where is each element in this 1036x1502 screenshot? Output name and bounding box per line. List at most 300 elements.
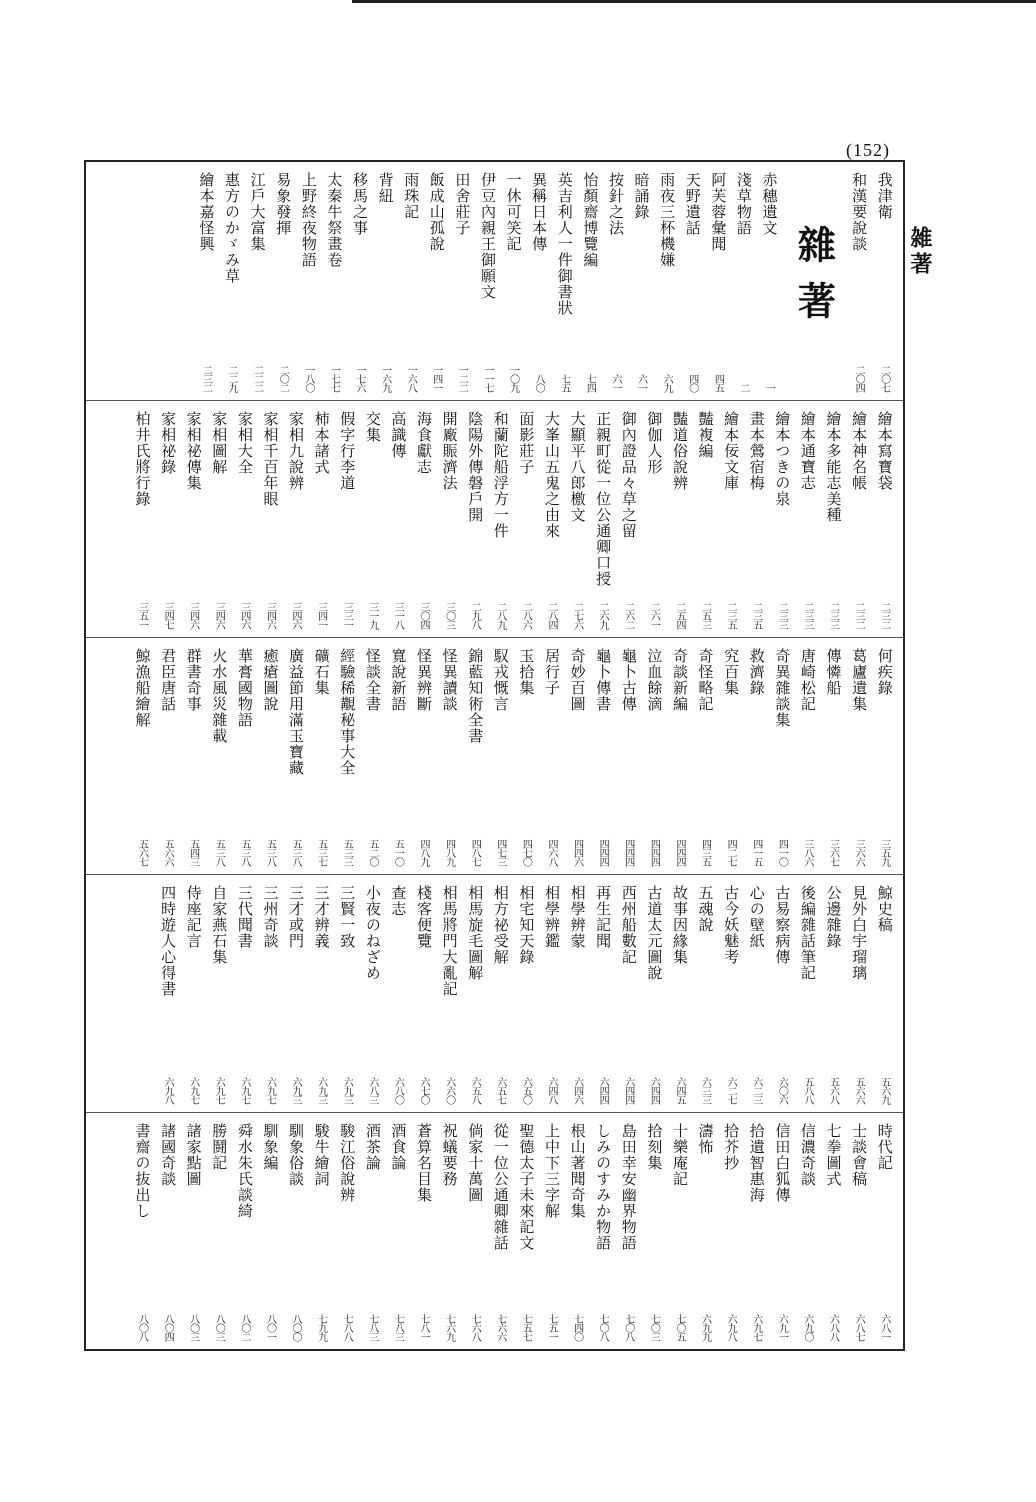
index-entry xyxy=(385,401,411,637)
entry-title: 畫本鶯宿梅 xyxy=(747,411,766,491)
entry-title: 御內證品々草之留 xyxy=(619,411,638,539)
entry-title: 繪本嘉怪興 xyxy=(197,172,216,252)
entry-page-number: 四七三 xyxy=(494,839,506,866)
entry-page-number: 六一 xyxy=(609,374,621,392)
entry-title: 後編雜話筆記 xyxy=(798,885,817,981)
entry-page-number: 五六七 xyxy=(136,839,148,866)
entry-page-number: 六九三 xyxy=(341,1077,353,1104)
entry-page-number: 六九七 xyxy=(213,1077,225,1104)
entry-title: 鯨漁船繪解 xyxy=(133,648,152,728)
entry-page-number: 七六九 xyxy=(443,1314,455,1341)
entry-page-number: 二三三 xyxy=(801,602,813,629)
entry-title: しみのすみか物語 xyxy=(594,1123,613,1251)
index-entry xyxy=(564,1113,590,1349)
index-entry xyxy=(411,638,437,874)
entry-page-number: 六八三 xyxy=(366,1077,378,1104)
entry-page-number: 八〇〇 xyxy=(290,1314,302,1341)
entry-title: 居行子 xyxy=(542,648,561,696)
index-entry xyxy=(180,638,206,874)
index-entry xyxy=(846,401,872,637)
entry-page-number: 四八七 xyxy=(469,839,481,866)
entry-title: 繪本多能志美種 xyxy=(824,411,843,523)
index-entry xyxy=(795,875,821,1112)
entry-title: 泣血餘滴 xyxy=(645,648,664,712)
index-entry xyxy=(718,401,744,637)
index-entry xyxy=(871,638,897,874)
entry-title: 馴象俗談 xyxy=(287,1123,306,1187)
entry-title: 五魂說 xyxy=(696,885,715,933)
entry-title: 天野遺話 xyxy=(683,172,702,236)
entry-page-number: 二七六 xyxy=(571,602,583,629)
index-entry xyxy=(283,638,309,874)
entry-title: 大顯平八郎檄文 xyxy=(568,411,587,523)
entry-title: 葛廬遺集 xyxy=(850,648,869,712)
index-tier-5 xyxy=(86,1112,903,1349)
entry-page-number: 二〇二 xyxy=(277,365,289,392)
entry-title: 火水風災雜載 xyxy=(210,648,229,744)
index-entry xyxy=(513,638,539,874)
entry-title: 棧客便覽 xyxy=(415,885,434,949)
entry-title: 信濃奇談 xyxy=(798,1123,817,1187)
index-entry xyxy=(795,1113,821,1349)
index-entry xyxy=(283,1113,309,1349)
entry-page-number: 二三二 xyxy=(853,602,865,629)
entry-title: 傳憐船 xyxy=(824,648,843,696)
entry-title: 酒食論 xyxy=(389,1123,408,1171)
entry-page-number: 六九八 xyxy=(162,1077,174,1104)
index-entry xyxy=(488,401,514,637)
entry-title: 家相九說辨 xyxy=(287,411,306,491)
index-entry xyxy=(436,638,462,874)
entry-page-number: 六八一 xyxy=(878,1314,890,1341)
entry-page-number: 四四四 xyxy=(597,839,609,866)
entry-title: 廣益節用滿玉寶藏 xyxy=(287,648,306,776)
index-entry xyxy=(257,875,283,1112)
entry-page-number: 一四一 xyxy=(430,365,442,392)
entry-page-number: 二五三 xyxy=(699,602,711,629)
entry-title: 諸國奇談 xyxy=(159,1123,178,1187)
index-entry xyxy=(820,638,846,874)
index-entry xyxy=(500,162,526,400)
entry-title: 龜卜古傳 xyxy=(619,648,638,712)
entry-page-number: 四三五 xyxy=(699,839,711,866)
index-entry xyxy=(411,875,437,1112)
entry-title: 陰陽外傳磐戶開 xyxy=(466,411,485,523)
entry-title: 三才辨義 xyxy=(312,885,331,949)
index-entry xyxy=(692,401,718,637)
entry-title: 從一位公通卿雜話 xyxy=(491,1123,510,1251)
index-entry xyxy=(436,1113,462,1349)
entry-page-number: 二二二 xyxy=(251,365,263,392)
entry-page-number: 五二〇 xyxy=(366,839,378,866)
index-entry xyxy=(667,401,693,637)
entry-page-number: 四八九 xyxy=(418,839,430,866)
index-entry xyxy=(769,875,795,1112)
entry-page-number: 六二三 xyxy=(750,1077,762,1104)
entry-page-number: 二八六 xyxy=(520,602,532,629)
entry-page-number: 四六八 xyxy=(545,839,557,866)
index-entry xyxy=(539,1113,565,1349)
entry-title: 礦石集 xyxy=(312,648,331,696)
index-entry xyxy=(360,638,386,874)
index-tier-3 xyxy=(86,637,903,874)
entry-page-number: 三四一 xyxy=(315,602,327,629)
entry-title: 一休可笑記 xyxy=(504,172,523,252)
index-entry xyxy=(846,162,872,400)
entry-title: 三才或門 xyxy=(287,885,306,949)
entry-page-number: 二三五 xyxy=(750,602,762,629)
entry-title: 小夜のねざめ xyxy=(363,885,382,981)
index-entry xyxy=(283,401,309,637)
entry-title: 蒼算名目集 xyxy=(415,1123,434,1203)
entry-page-number: 四一五 xyxy=(750,839,762,866)
entry-title: 怡顏齋博覽編 xyxy=(581,172,600,268)
entry-title: 家相大全 xyxy=(235,411,254,475)
entry-page-number: 二九八 xyxy=(469,602,481,629)
entry-page-number: 七四 xyxy=(584,374,596,392)
entry-title: 經驗稀覯秘事大全 xyxy=(338,648,357,776)
index-entry xyxy=(257,401,283,637)
entry-title: 癒瘡圖說 xyxy=(261,648,280,712)
entry-title: 奇異雜談集 xyxy=(773,648,792,728)
entry-page-number: 八〇三 xyxy=(213,1314,225,1341)
entry-title: 家相祕傳集 xyxy=(184,411,203,491)
entry-page-number: 三三一 xyxy=(341,602,353,629)
entry-page-number: 五八八 xyxy=(801,1077,813,1104)
index-entry xyxy=(488,875,514,1112)
index-entry xyxy=(795,638,821,874)
index-entry xyxy=(360,875,386,1112)
entry-page-number: 五六六 xyxy=(162,839,174,866)
index-entry xyxy=(308,875,334,1112)
index-entry xyxy=(743,401,769,637)
entry-page-number: 七八八 xyxy=(341,1314,353,1341)
entry-page-number: 六四四 xyxy=(597,1077,609,1104)
entry-title: 諸家點圖 xyxy=(184,1123,203,1187)
entry-page-number: 三四六 xyxy=(238,602,250,629)
entry-page-number: 七八一 xyxy=(418,1314,430,1341)
index-entry xyxy=(257,1113,283,1349)
entry-title: 上中下三字解 xyxy=(542,1123,561,1219)
index-entry xyxy=(513,1113,539,1349)
entry-title: 繪本寫寶袋 xyxy=(875,411,894,491)
index-entry xyxy=(206,401,232,637)
entry-page-number: 六九〇 xyxy=(801,1314,813,1341)
index-entry xyxy=(743,1113,769,1349)
entry-title: 何疾錄 xyxy=(875,648,894,696)
entry-title: 拾芥抄 xyxy=(722,1123,741,1171)
index-entry xyxy=(385,875,411,1112)
entry-page-number: 二六一 xyxy=(648,602,660,629)
entry-title: 奇妙百圖 xyxy=(568,648,587,712)
entry-title: 相馬旋毛圖解 xyxy=(466,885,485,981)
index-entry xyxy=(846,638,872,874)
index-entry xyxy=(577,162,603,400)
index-entry xyxy=(488,638,514,874)
entry-page-number: 七四〇 xyxy=(571,1314,583,1341)
index-entry xyxy=(308,1113,334,1349)
running-header: 雑著 xyxy=(907,226,933,278)
index-entry xyxy=(308,401,334,637)
index-entry xyxy=(180,875,206,1112)
entry-page-number: 五三八 xyxy=(290,839,302,866)
entry-page-number: 一二二 xyxy=(456,365,468,392)
index-entry xyxy=(334,638,360,874)
entry-page-number: 二六九 xyxy=(597,602,609,629)
index-entry xyxy=(360,1113,386,1349)
index-entry xyxy=(871,875,897,1112)
entry-title: 三州奇談 xyxy=(261,885,280,949)
index-tier-4 xyxy=(86,874,903,1112)
entry-title: 背紐 xyxy=(376,172,395,204)
entry-page-number: 二三三 xyxy=(827,602,839,629)
entry-title: 古今妖魅考 xyxy=(722,885,741,965)
index-entry xyxy=(360,401,386,637)
entry-title: 田舍莊子 xyxy=(453,172,472,236)
index-entry xyxy=(129,638,155,874)
index-entry xyxy=(564,875,590,1112)
entry-title: 飯成山孤說 xyxy=(427,172,446,252)
index-entry xyxy=(155,638,181,874)
entry-title: 家相千百年眼 xyxy=(261,411,280,507)
index-entry xyxy=(769,401,795,637)
entry-title: 繪本佞文庫 xyxy=(722,411,741,491)
index-entry xyxy=(692,638,718,874)
index-entry xyxy=(641,875,667,1112)
entry-page-number: 八〇一 xyxy=(264,1314,276,1341)
entry-title: 柏井氏將行錄 xyxy=(133,411,152,507)
index-entry xyxy=(385,638,411,874)
entry-page-number: 三四六 xyxy=(264,602,276,629)
entry-page-number: 八〇 xyxy=(533,374,545,392)
entry-title: 怪談全書 xyxy=(363,648,382,712)
entry-page-number: 三八六 xyxy=(801,839,813,866)
index-entry xyxy=(129,1113,155,1349)
index-entry xyxy=(718,875,744,1112)
index-entry xyxy=(193,162,219,400)
index-entry xyxy=(334,401,360,637)
entry-title: 究百集 xyxy=(722,648,741,696)
page-number: (152) xyxy=(846,140,890,160)
entry-title: 異稱日本傳 xyxy=(530,172,549,252)
entry-page-number: 四五 xyxy=(712,374,724,392)
entry-page-number: 七〇三 xyxy=(648,1314,660,1341)
index-entry xyxy=(321,162,347,400)
entry-title: 雨珠記 xyxy=(402,172,421,220)
entry-title: 寬說新語 xyxy=(389,648,408,712)
entry-page-number: 八〇二 xyxy=(238,1314,250,1341)
entry-page-number: 四八九 xyxy=(443,839,455,866)
entry-title: 按針之法 xyxy=(606,172,625,236)
entry-page-number: 一六八 xyxy=(405,365,417,392)
entry-title: 士談會稿 xyxy=(850,1123,869,1187)
entry-title: 怪異辨斷 xyxy=(415,648,434,712)
entry-page-number: 六九七 xyxy=(750,1314,762,1341)
entry-title: 古易察病傳 xyxy=(773,885,792,965)
index-entry xyxy=(615,1113,641,1349)
entry-page-number: 六九七 xyxy=(264,1077,276,1104)
index-entry xyxy=(206,1113,232,1349)
index-entry xyxy=(270,162,296,400)
index-entry xyxy=(129,401,155,637)
entry-page-number: 七〇八 xyxy=(597,1314,609,1341)
entry-page-number: 七六六 xyxy=(494,1314,506,1341)
entry-title: 倘家十萬圖 xyxy=(466,1123,485,1203)
entry-title: 雨夜三杯機嫌 xyxy=(658,172,677,268)
entry-title: 柿本諸式 xyxy=(312,411,331,475)
index-entry xyxy=(820,1113,846,1349)
entry-title: 龜卜傳書 xyxy=(594,648,613,712)
entry-title: 家相祕錄 xyxy=(159,411,178,475)
index-entry xyxy=(603,162,629,400)
entry-page-number: 二 xyxy=(737,383,749,392)
entry-page-number: 六五八 xyxy=(469,1077,481,1104)
index-entry xyxy=(526,162,552,400)
index-entry xyxy=(308,638,334,874)
index-entry xyxy=(539,401,565,637)
entry-page-number: 一 xyxy=(763,383,775,392)
entry-title: 聖德太子未來記文 xyxy=(517,1123,536,1251)
entry-page-number: 六六〇 xyxy=(443,1077,455,1104)
index-entry xyxy=(398,162,424,400)
entry-page-number: 二八四 xyxy=(545,602,557,629)
entry-title: 酒茶論 xyxy=(363,1123,382,1171)
entry-title: 拾遺智惠海 xyxy=(747,1123,766,1203)
index-entry xyxy=(244,162,270,400)
index-entry xyxy=(283,875,309,1112)
entry-title: 古道太元圖說 xyxy=(645,885,664,981)
entry-page-number: 二〇四 xyxy=(853,365,865,392)
entry-title: 繪本神名帳 xyxy=(850,411,869,491)
index-entry xyxy=(180,1113,206,1349)
index-entry xyxy=(654,162,680,400)
entry-title: 繪本通寶志 xyxy=(798,411,817,491)
entry-page-number: 七五 xyxy=(558,374,570,392)
entry-title: 上野終夜物語 xyxy=(299,172,318,268)
index-entry xyxy=(590,1113,616,1349)
entry-page-number: 八〇八 xyxy=(136,1314,148,1341)
index-entry xyxy=(372,162,398,400)
entry-title: 三賢一致 xyxy=(338,885,357,949)
index-entry xyxy=(411,401,437,637)
index-entry xyxy=(232,638,258,874)
index-entry xyxy=(871,162,897,400)
entry-page-number: 六九八 xyxy=(725,1314,737,1341)
index-entry xyxy=(155,875,181,1112)
entry-title: 豔複編 xyxy=(696,411,715,459)
index-entry xyxy=(718,638,744,874)
entry-page-number: 六一 xyxy=(635,374,647,392)
index-entry xyxy=(539,875,565,1112)
entry-page-number: 五三三 xyxy=(341,839,353,866)
entry-title: 心の壁紙 xyxy=(747,885,766,949)
entry-page-number: 三四七 xyxy=(162,602,174,629)
entry-title: 祝蟻要務 xyxy=(440,1123,459,1187)
entry-page-number: 六四五 xyxy=(673,1077,685,1104)
entry-title: 太秦牛祭畫卷 xyxy=(325,172,344,268)
entry-page-number: 六五七 xyxy=(494,1077,506,1104)
index-entry xyxy=(551,162,577,400)
entry-page-number: 六七〇 xyxy=(418,1077,430,1104)
entry-page-number: 三六六 xyxy=(853,839,865,866)
index-entry xyxy=(667,638,693,874)
entry-page-number: 三六七 xyxy=(827,839,839,866)
entry-title: 查志 xyxy=(389,885,408,917)
entry-page-number: 五六六 xyxy=(853,1077,865,1104)
entry-title: 相宅知天錄 xyxy=(517,885,536,965)
entry-title: 見外白宇瑠璃 xyxy=(850,885,869,981)
index-entry xyxy=(462,638,488,874)
entry-title: 根山著聞奇集 xyxy=(568,1123,587,1219)
entry-page-number: 三五一 xyxy=(136,602,148,629)
entry-page-number: 一八〇 xyxy=(302,365,314,392)
entry-page-number: 六九三 xyxy=(290,1077,302,1104)
index-entry xyxy=(846,1113,872,1349)
entry-title: 怪異讀談 xyxy=(440,648,459,712)
index-entry xyxy=(846,875,872,1112)
entry-title: 馴象編 xyxy=(261,1123,280,1171)
entry-title: 高識傳 xyxy=(389,411,408,459)
index-entry xyxy=(232,1113,258,1349)
entry-page-number: 五三八 xyxy=(264,839,276,866)
entry-page-number: 三四六 xyxy=(213,602,225,629)
entry-title: 書齋の抜出し xyxy=(133,1123,152,1219)
index-entry xyxy=(769,1113,795,1349)
entry-page-number: 五六八 xyxy=(827,1077,839,1104)
entry-page-number: 四四四 xyxy=(622,839,634,866)
index-entry xyxy=(257,638,283,874)
entry-page-number: 三一九 xyxy=(366,602,378,629)
index-entry xyxy=(296,162,322,400)
index-entry xyxy=(590,875,616,1112)
entry-title: 惠方のかゞみ草 xyxy=(223,172,242,284)
entry-title: 西州船數記 xyxy=(619,885,638,965)
entry-title: 信田白狐傳 xyxy=(773,1123,792,1203)
index-entry xyxy=(590,401,616,637)
entry-title: 海食獻志 xyxy=(415,411,434,475)
index-entry xyxy=(641,638,667,874)
entry-page-number: 三五九 xyxy=(878,839,890,866)
entry-page-number: 四一〇 xyxy=(776,839,788,866)
index-entry xyxy=(692,1113,718,1349)
index-entry xyxy=(206,638,232,874)
entry-title: 七拳圖式 xyxy=(824,1123,843,1187)
entry-title: 再生記聞 xyxy=(594,885,613,949)
entry-page-number: 六四八 xyxy=(545,1077,557,1104)
section-heading xyxy=(782,162,846,400)
entry-page-number: 七〇五 xyxy=(673,1314,685,1341)
index-entry xyxy=(539,638,565,874)
entry-title: 阿芙蓉彙聞 xyxy=(709,172,728,252)
entry-page-number: 七八三 xyxy=(392,1314,404,1341)
entry-title: 和漢要說談 xyxy=(850,172,869,252)
entry-page-number: 三〇三 xyxy=(443,602,455,629)
entry-page-number: 二〇七 xyxy=(878,365,890,392)
index-entry xyxy=(488,1113,514,1349)
index-entry xyxy=(424,162,450,400)
index-tier-1 xyxy=(86,162,903,400)
entry-title: 三代聞書 xyxy=(235,885,254,949)
entry-page-number: 二六二 xyxy=(622,602,634,629)
index-entry xyxy=(795,401,821,637)
entry-page-number: 一七七 xyxy=(328,365,340,392)
entry-page-number: 五三七 xyxy=(315,839,327,866)
entry-page-number: 七五一 xyxy=(545,1314,557,1341)
entry-title: 江戶大富集 xyxy=(248,172,267,252)
index-entry xyxy=(692,875,718,1112)
entry-title: 鯨史稿 xyxy=(875,885,894,933)
entry-page-number: 六八〇 xyxy=(392,1077,404,1104)
